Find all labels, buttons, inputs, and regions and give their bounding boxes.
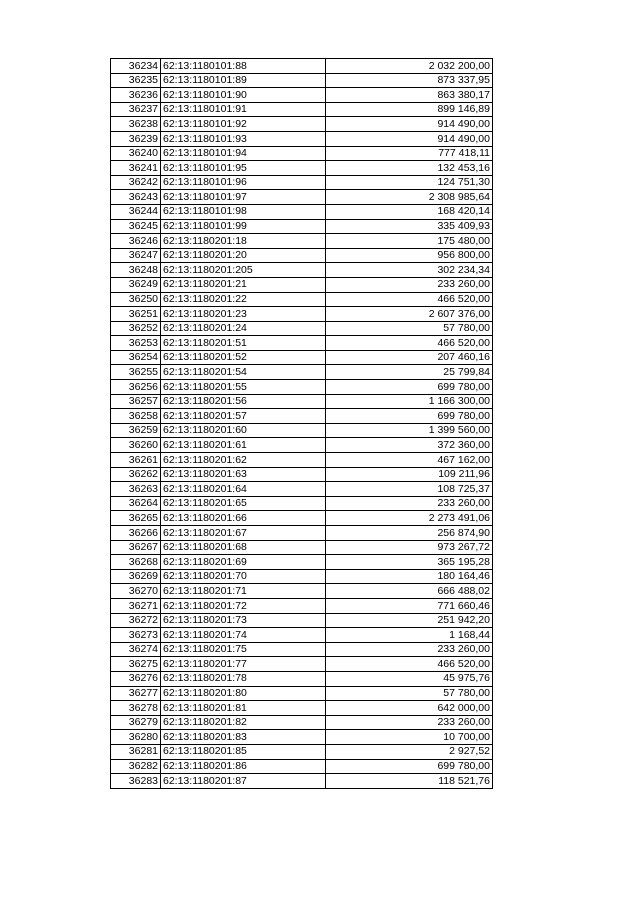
row-number-cell: 36279 [111, 715, 161, 730]
table-row [111, 613, 493, 628]
cadastral-number-cell: 62:13:1180201:61 [161, 438, 326, 453]
table-row [111, 336, 493, 351]
cadastral-number-cell: 62:13:1180201:73 [161, 613, 326, 628]
row-number-cell: 36261 [111, 453, 161, 468]
cadastral-value-cell: 25 799,84 [326, 365, 493, 380]
cadastral-value-cell: 2 308 985,64 [326, 190, 493, 205]
row-number-cell: 36253 [111, 336, 161, 351]
cadastral-number-cell: 62:13:1180101:93 [161, 131, 326, 146]
cadastral-number-cell: 62:13:1180201:68 [161, 540, 326, 555]
row-number-cell: 36271 [111, 598, 161, 613]
table-row [111, 277, 493, 292]
cadastral-number-cell: 62:13:1180201:77 [161, 657, 326, 672]
table-row [111, 175, 493, 190]
table-row [111, 219, 493, 234]
cadastral-value-cell: 873 337,95 [326, 73, 493, 88]
cadastral-value-cell: 118 521,76 [326, 774, 493, 789]
table-row [111, 365, 493, 380]
row-number-cell: 36241 [111, 161, 161, 176]
table-row [111, 744, 493, 759]
table-row [111, 511, 493, 526]
cadastral-number-cell: 62:13:1180201:23 [161, 307, 326, 322]
row-number-cell: 36270 [111, 584, 161, 599]
cadastral-value-cell: 467 162,00 [326, 453, 493, 468]
cadastral-value-cell: 973 267,72 [326, 540, 493, 555]
cadastral-value-cell: 2 273 491,06 [326, 511, 493, 526]
cadastral-value-cell: 335 409,93 [326, 219, 493, 234]
cadastral-number-cell: 62:13:1180201:52 [161, 350, 326, 365]
cadastral-number-cell: 62:13:1180101:90 [161, 88, 326, 103]
table-row [111, 453, 493, 468]
cadastral-number-cell: 62:13:1180101:89 [161, 73, 326, 88]
cadastral-number-cell: 62:13:1180201:78 [161, 671, 326, 686]
row-number-cell: 36236 [111, 88, 161, 103]
cadastral-number-cell: 62:13:1180201:74 [161, 628, 326, 643]
row-number-cell: 36274 [111, 642, 161, 657]
row-number-cell: 36255 [111, 365, 161, 380]
table-row [111, 204, 493, 219]
row-number-cell: 36256 [111, 380, 161, 395]
cadastral-value-cell: 771 660,46 [326, 598, 493, 613]
cadastral-number-cell: 62:13:1180201:51 [161, 336, 326, 351]
cadastral-number-cell: 62:13:1180201:75 [161, 642, 326, 657]
row-number-cell: 36244 [111, 204, 161, 219]
cadastral-value-cell: 2 927,52 [326, 744, 493, 759]
row-number-cell: 36259 [111, 423, 161, 438]
cadastral-value-cell: 175 480,00 [326, 234, 493, 249]
table-row [111, 555, 493, 570]
cadastral-value-cell: 57 780,00 [326, 321, 493, 336]
cadastral-value-cell: 777 418,11 [326, 146, 493, 161]
row-number-cell: 36260 [111, 438, 161, 453]
row-number-cell: 36277 [111, 686, 161, 701]
cadastral-number-cell: 62:13:1180201:66 [161, 511, 326, 526]
cadastral-value-cell: 180 164,46 [326, 569, 493, 584]
cadastral-value-cell: 251 942,20 [326, 613, 493, 628]
row-number-cell: 36282 [111, 759, 161, 774]
row-number-cell: 36240 [111, 146, 161, 161]
cadastral-value-cell: 124 751,30 [326, 175, 493, 190]
cadastral-value-table [110, 58, 493, 789]
cadastral-number-cell: 62:13:1180201:55 [161, 380, 326, 395]
cadastral-number-cell: 62:13:1180101:91 [161, 102, 326, 117]
row-number-cell: 36268 [111, 555, 161, 570]
table-row [111, 657, 493, 672]
table-row [111, 263, 493, 278]
table-row [111, 423, 493, 438]
row-number-cell: 36237 [111, 102, 161, 117]
cadastral-number-cell: 62:13:1180201:24 [161, 321, 326, 336]
row-number-cell: 36263 [111, 482, 161, 497]
cadastral-number-cell: 62:13:1180201:20 [161, 248, 326, 263]
row-number-cell: 36243 [111, 190, 161, 205]
table-row [111, 234, 493, 249]
row-number-cell: 36238 [111, 117, 161, 132]
table-row [111, 482, 493, 497]
table-row [111, 73, 493, 88]
cadastral-value-cell: 57 780,00 [326, 686, 493, 701]
cadastral-number-cell: 62:13:1180201:86 [161, 759, 326, 774]
cadastral-number-cell: 62:13:1180201:69 [161, 555, 326, 570]
table-row [111, 102, 493, 117]
cadastral-value-cell: 45 975,76 [326, 671, 493, 686]
table-row [111, 321, 493, 336]
cadastral-number-cell: 62:13:1180201:71 [161, 584, 326, 599]
table-body [111, 59, 493, 789]
cadastral-value-cell: 899 146,89 [326, 102, 493, 117]
row-number-cell: 36278 [111, 701, 161, 716]
row-number-cell: 36248 [111, 263, 161, 278]
cadastral-value-cell: 302 234,34 [326, 263, 493, 278]
cadastral-value-cell: 233 260,00 [326, 277, 493, 292]
table-row [111, 715, 493, 730]
cadastral-value-cell: 233 260,00 [326, 496, 493, 511]
table-row [111, 438, 493, 453]
cadastral-number-cell: 62:13:1180201:60 [161, 423, 326, 438]
row-number-cell: 36280 [111, 730, 161, 745]
row-number-cell: 36234 [111, 59, 161, 74]
row-number-cell: 36249 [111, 277, 161, 292]
cadastral-number-cell: 62:13:1180201:21 [161, 277, 326, 292]
table-row [111, 759, 493, 774]
row-number-cell: 36257 [111, 394, 161, 409]
cadastral-value-cell: 256 874,90 [326, 526, 493, 541]
cadastral-number-cell: 62:13:1180201:81 [161, 701, 326, 716]
cadastral-number-cell: 62:13:1180101:97 [161, 190, 326, 205]
table-row [111, 569, 493, 584]
cadastral-value-cell: 642 000,00 [326, 701, 493, 716]
cadastral-number-cell: 62:13:1180201:65 [161, 496, 326, 511]
table-row [111, 686, 493, 701]
cadastral-number-cell: 62:13:1180101:92 [161, 117, 326, 132]
cadastral-number-cell: 62:13:1180201:62 [161, 453, 326, 468]
row-number-cell: 36275 [111, 657, 161, 672]
cadastral-number-cell: 62:13:1180101:98 [161, 204, 326, 219]
cadastral-value-cell: 1 399 560,00 [326, 423, 493, 438]
row-number-cell: 36245 [111, 219, 161, 234]
row-number-cell: 36273 [111, 628, 161, 643]
cadastral-number-cell: 62:13:1180201:67 [161, 526, 326, 541]
table-row [111, 671, 493, 686]
row-number-cell: 36264 [111, 496, 161, 511]
row-number-cell: 36252 [111, 321, 161, 336]
cadastral-value-cell: 233 260,00 [326, 642, 493, 657]
table-row [111, 540, 493, 555]
cadastral-number-cell: 62:13:1180201:80 [161, 686, 326, 701]
cadastral-value-cell: 466 520,00 [326, 336, 493, 351]
cadastral-value-cell: 914 490,00 [326, 131, 493, 146]
cadastral-number-cell: 62:13:1180201:85 [161, 744, 326, 759]
cadastral-number-cell: 62:13:1180101:94 [161, 146, 326, 161]
cadastral-value-cell: 699 780,00 [326, 380, 493, 395]
table-row [111, 628, 493, 643]
table-row [111, 774, 493, 789]
cadastral-value-cell: 956 800,00 [326, 248, 493, 263]
table-row [111, 467, 493, 482]
row-number-cell: 36276 [111, 671, 161, 686]
table-row [111, 350, 493, 365]
row-number-cell: 36272 [111, 613, 161, 628]
table-row [111, 598, 493, 613]
table-row [111, 88, 493, 103]
table-row [111, 292, 493, 307]
cadastral-number-cell: 62:13:1180101:96 [161, 175, 326, 190]
table-row [111, 146, 493, 161]
cadastral-value-cell: 1 166 300,00 [326, 394, 493, 409]
cadastral-value-cell: 207 460,16 [326, 350, 493, 365]
table-row [111, 161, 493, 176]
cadastral-number-cell: 62:13:1180201:64 [161, 482, 326, 497]
cadastral-value-cell: 2 607 376,00 [326, 307, 493, 322]
table-row [111, 380, 493, 395]
table-row [111, 117, 493, 132]
cadastral-value-cell: 699 780,00 [326, 759, 493, 774]
cadastral-number-cell: 62:13:1180201:83 [161, 730, 326, 745]
cadastral-number-cell: 62:13:1180201:205 [161, 263, 326, 278]
table-row [111, 584, 493, 599]
row-number-cell: 36247 [111, 248, 161, 263]
cadastral-number-cell: 62:13:1180101:95 [161, 161, 326, 176]
row-number-cell: 36269 [111, 569, 161, 584]
row-number-cell: 36281 [111, 744, 161, 759]
row-number-cell: 36239 [111, 131, 161, 146]
cadastral-number-cell: 62:13:1180201:82 [161, 715, 326, 730]
cadastral-value-cell: 365 195,28 [326, 555, 493, 570]
table-row [111, 190, 493, 205]
cadastral-value-cell: 132 453,16 [326, 161, 493, 176]
cadastral-value-cell: 466 520,00 [326, 292, 493, 307]
cadastral-value-cell: 699 780,00 [326, 409, 493, 424]
table-row [111, 307, 493, 322]
cadastral-value-cell: 666 488,02 [326, 584, 493, 599]
cadastral-number-cell: 62:13:1180201:22 [161, 292, 326, 307]
row-number-cell: 36242 [111, 175, 161, 190]
cadastral-value-cell: 1 168,44 [326, 628, 493, 643]
cadastral-number-cell: 62:13:1180201:63 [161, 467, 326, 482]
row-number-cell: 36283 [111, 774, 161, 789]
cadastral-value-cell: 466 520,00 [326, 657, 493, 672]
table-row [111, 642, 493, 657]
cadastral-number-cell: 62:13:1180201:72 [161, 598, 326, 613]
row-number-cell: 36262 [111, 467, 161, 482]
cadastral-number-cell: 62:13:1180201:18 [161, 234, 326, 249]
cadastral-value-cell: 168 420,14 [326, 204, 493, 219]
row-number-cell: 36235 [111, 73, 161, 88]
cadastral-value-cell: 2 032 200,00 [326, 59, 493, 74]
cadastral-number-cell: 62:13:1180101:99 [161, 219, 326, 234]
row-number-cell: 36254 [111, 350, 161, 365]
cadastral-value-cell: 10 700,00 [326, 730, 493, 745]
row-number-cell: 36251 [111, 307, 161, 322]
cadastral-number-cell: 62:13:1180201:87 [161, 774, 326, 789]
table-row [111, 394, 493, 409]
cadastral-value-cell: 108 725,37 [326, 482, 493, 497]
table-row [111, 526, 493, 541]
row-number-cell: 36246 [111, 234, 161, 249]
cadastral-number-cell: 62:13:1180201:54 [161, 365, 326, 380]
table-row [111, 131, 493, 146]
cadastral-number-cell: 62:13:1180101:88 [161, 59, 326, 74]
cadastral-value-cell: 863 380,17 [326, 88, 493, 103]
row-number-cell: 36250 [111, 292, 161, 307]
cadastral-value-cell: 109 211,96 [326, 467, 493, 482]
row-number-cell: 36266 [111, 526, 161, 541]
row-number-cell: 36267 [111, 540, 161, 555]
cadastral-value-cell: 914 490,00 [326, 117, 493, 132]
table-row [111, 701, 493, 716]
table-row [111, 730, 493, 745]
cadastral-number-cell: 62:13:1180201:57 [161, 409, 326, 424]
row-number-cell: 36258 [111, 409, 161, 424]
table-row [111, 496, 493, 511]
table-row [111, 409, 493, 424]
cadastral-number-cell: 62:13:1180201:70 [161, 569, 326, 584]
row-number-cell: 36265 [111, 511, 161, 526]
cadastral-number-cell: 62:13:1180201:56 [161, 394, 326, 409]
cadastral-value-cell: 372 360,00 [326, 438, 493, 453]
cadastral-value-cell: 233 260,00 [326, 715, 493, 730]
table-row [111, 248, 493, 263]
table-row [111, 59, 493, 74]
